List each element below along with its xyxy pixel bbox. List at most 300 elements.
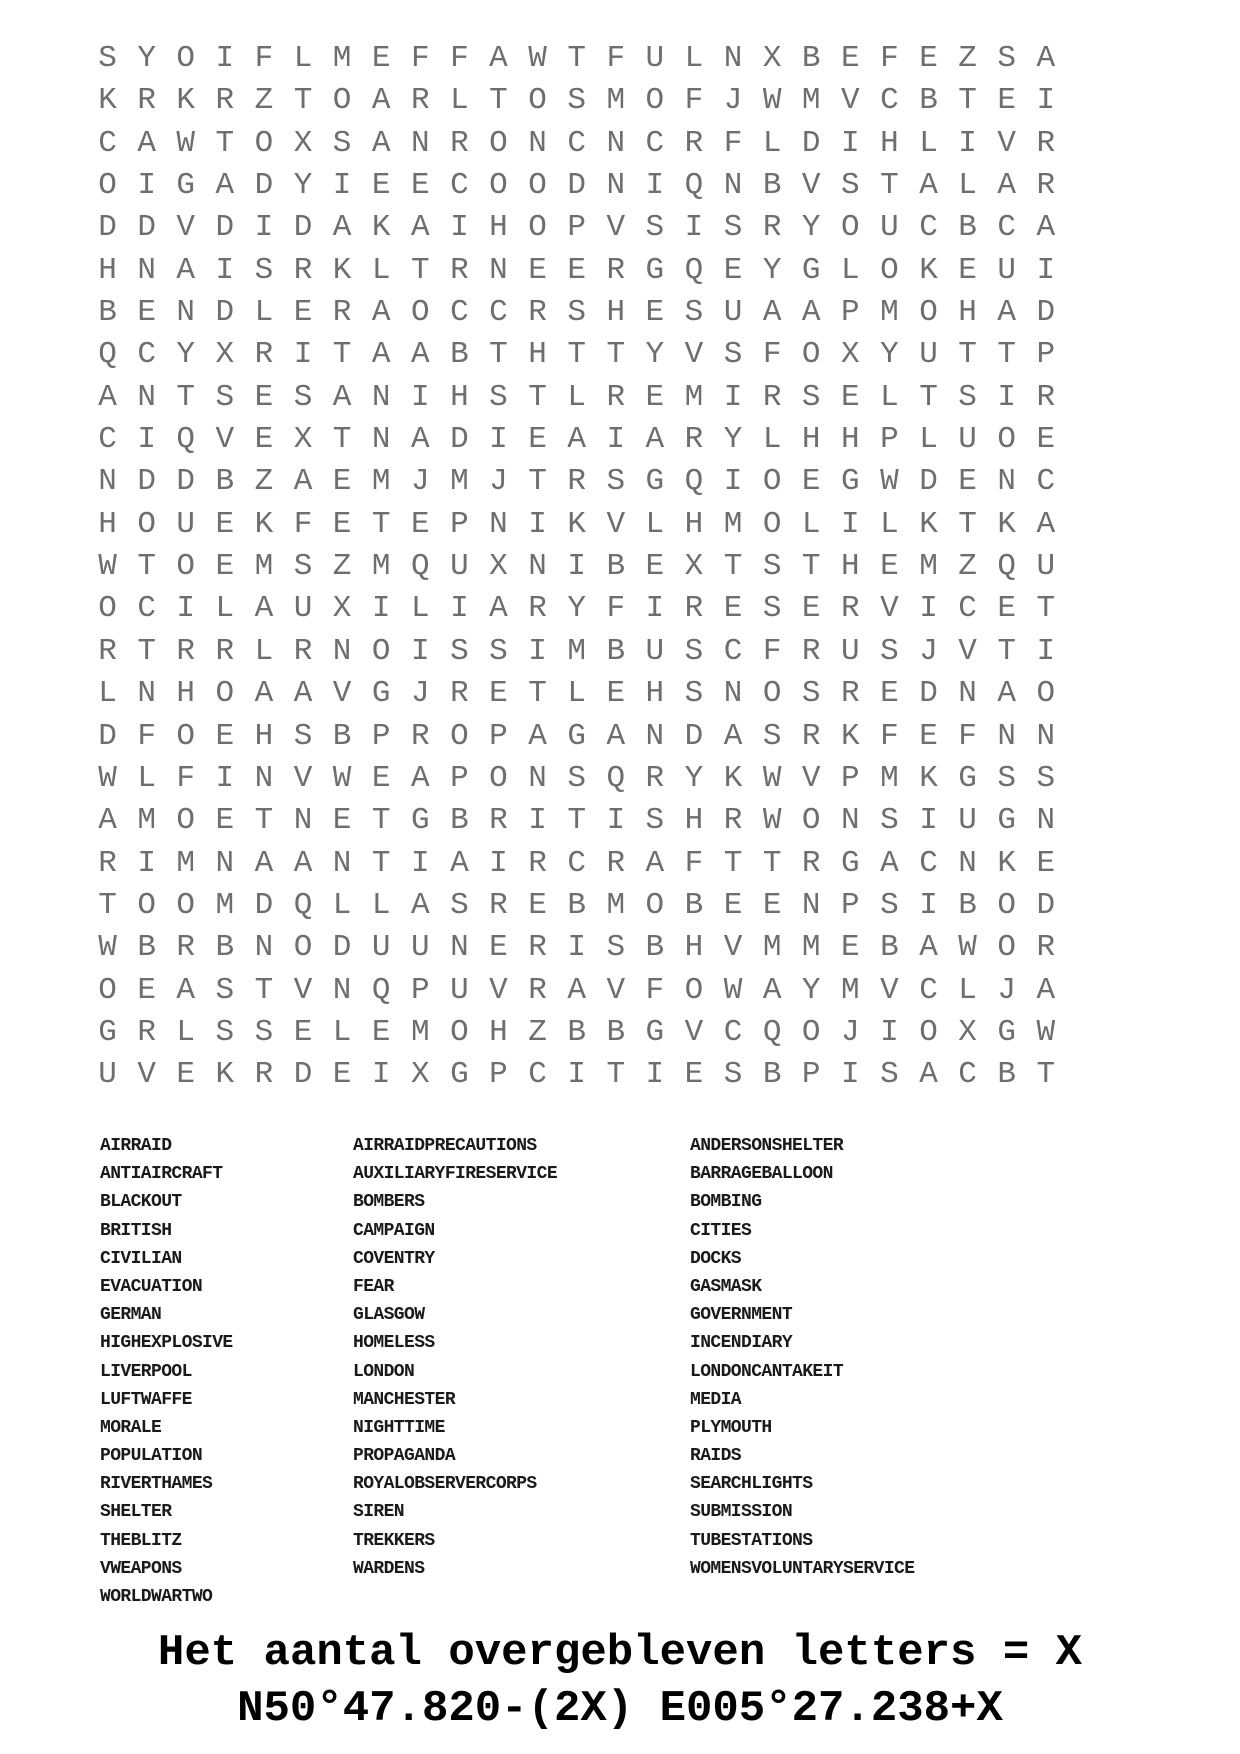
grid-letter: W (723, 972, 743, 1008)
grid-letter: L (215, 591, 235, 627)
grid-letter: H (176, 676, 196, 712)
grid-letter: O (997, 887, 1016, 923)
word-list-item: TREKKERS (353, 1530, 435, 1551)
grid-letter: D (176, 464, 196, 500)
grid-letter: O (645, 83, 665, 119)
grid-letter: L (254, 295, 274, 331)
grid-letter: D (254, 887, 274, 923)
grid-letter: Y (176, 337, 196, 373)
grid-letter: G (645, 464, 665, 500)
grid-letter: N (645, 718, 665, 754)
grid-letter: L (919, 125, 938, 161)
grid-letter: E (997, 591, 1016, 627)
grid-letter: T (410, 252, 430, 288)
grid-letter: V (841, 83, 860, 119)
grid-letter: L (293, 41, 313, 76)
grid-letter: G (801, 252, 821, 288)
grid-letter: E (958, 252, 977, 288)
word-list-item: AIRRAIDPRECAUTIONS (353, 1136, 537, 1156)
grid-letter: C (567, 845, 586, 881)
grid-letter: R (528, 972, 547, 1008)
grid-letter: Y (723, 422, 743, 458)
word-list-item: BARRAGEBALLOON (690, 1164, 833, 1185)
grid-letter: R (215, 83, 235, 119)
grid-letter: S (450, 633, 469, 669)
grid-letter: H (489, 210, 508, 246)
grid-letter: W (762, 803, 782, 839)
grid-letter: N (410, 125, 430, 161)
grid-letter: O (293, 930, 313, 966)
grid-letter: R (293, 252, 313, 288)
grid-letter: O (801, 803, 821, 839)
grid-letter: U (450, 549, 469, 585)
grid-letter: C (528, 1057, 547, 1093)
grid-letter: I (410, 379, 430, 415)
grid-letter: E (801, 464, 821, 500)
grid-letter: Q (293, 887, 313, 923)
grid-letter: N (1036, 718, 1056, 754)
word-list-item: VWEAPONS (100, 1558, 182, 1579)
grid-letter: C (137, 337, 156, 373)
grid-letter: N (137, 676, 156, 712)
grid-letter: S (880, 633, 899, 669)
grid-letter: S (567, 83, 586, 119)
grid-letter: F (606, 591, 626, 627)
grid-letter: O (410, 295, 430, 331)
grid-letter: S (293, 718, 313, 754)
grid-letter: A (723, 718, 743, 754)
grid-letter: Z (528, 1014, 547, 1050)
grid-letter: Q (684, 464, 704, 500)
grid-letter: U (880, 210, 899, 246)
grid-letter: E (371, 41, 391, 76)
grid-letter: F (293, 506, 313, 542)
grid-letter: R (606, 252, 626, 288)
grid-letter: O (762, 676, 782, 712)
word-list-item: WARDENS (353, 1558, 425, 1579)
grid-letter: A (528, 718, 547, 754)
grid-letter: L (137, 760, 156, 796)
grid-letter: V (958, 633, 977, 669)
grid-letter: T (371, 506, 391, 542)
grid-letter: T (176, 379, 196, 415)
grid-letter: S (293, 549, 313, 585)
grid-letter: O (332, 83, 352, 119)
grid-letter: S (215, 972, 235, 1008)
grid-letter: E (841, 41, 860, 76)
grid-letter: H (606, 295, 626, 331)
grid-letter: O (528, 210, 547, 246)
grid-letter: N (254, 760, 274, 796)
grid-letter: P (489, 1057, 508, 1093)
grid-letter: K (997, 506, 1016, 542)
grid-letter: S (723, 1057, 743, 1093)
grid-letter: B (997, 1057, 1016, 1093)
grid-letter: F (880, 718, 899, 754)
grid-letter: Q (684, 168, 704, 204)
grid-letter: K (919, 760, 938, 796)
grid-letter: C (1036, 464, 1056, 500)
grid-letter: D (684, 718, 704, 754)
grid-letter: B (450, 803, 469, 839)
grid-letter: P (410, 972, 430, 1008)
grid-letter: K (215, 1057, 235, 1093)
grid-letter: E (332, 506, 352, 542)
grid-letter: I (841, 125, 860, 161)
grid-letter: I (215, 760, 235, 796)
grid-letter: A (801, 295, 821, 331)
grid-letter: A (762, 295, 782, 331)
grid-letter: N (723, 676, 743, 712)
grid-letter: S (762, 591, 782, 627)
grid-letter: W (176, 125, 196, 161)
grid-letter: R (801, 845, 821, 881)
grid-letter: N (332, 972, 352, 1008)
grid-letter: Y (137, 41, 156, 76)
grid-letter: I (684, 210, 704, 246)
grid-letter: Y (880, 337, 899, 373)
word-list-item: LONDONCANTAKEIT (690, 1361, 844, 1382)
grid-letter: I (137, 168, 156, 204)
grid-letter: I (919, 887, 938, 923)
grid-letter: I (841, 506, 860, 542)
grid-letter: R (450, 252, 469, 288)
grid-letter: M (137, 803, 156, 839)
grid-letter: P (880, 422, 899, 458)
grid-letter: K (371, 210, 391, 246)
grid-letter: M (880, 760, 899, 796)
grid-letter: Q (762, 1014, 782, 1050)
grid-letter: Z (332, 549, 352, 585)
grid-letter: Y (801, 972, 821, 1008)
grid-letter: V (684, 337, 704, 373)
grid-letter: E (801, 591, 821, 627)
grid-letter: A (997, 168, 1016, 204)
grid-letter: M (684, 379, 704, 415)
grid-letter: B (606, 633, 626, 669)
grid-letter: L (98, 676, 117, 712)
grid-letter: B (606, 549, 626, 585)
grid-letter: S (254, 252, 274, 288)
grid-letter: G (958, 760, 977, 796)
grid-letter: E (371, 168, 391, 204)
grid-letter: M (762, 930, 782, 966)
word-list-item: SIREN (353, 1502, 405, 1523)
grid-letter: C (997, 210, 1016, 246)
grid-letter: L (450, 83, 469, 119)
word-list-item: INCENDIARY (690, 1333, 793, 1354)
grid-letter: U (645, 633, 665, 669)
grid-letter: V (293, 760, 313, 796)
grid-letter: O (98, 972, 117, 1008)
grid-letter: N (528, 549, 547, 585)
grid-letter: H (528, 337, 547, 373)
word-list-item: CITIES (690, 1220, 752, 1241)
grid-letter: V (880, 591, 899, 627)
grid-letter: C (450, 295, 469, 331)
grid-letter: R (841, 591, 860, 627)
grid-letter: H (958, 295, 977, 331)
grid-letter: D (98, 210, 117, 246)
grid-letter: O (762, 464, 782, 500)
grid-letter: J (723, 83, 743, 119)
grid-letter: D (137, 464, 156, 500)
grid-letter: D (567, 168, 586, 204)
grid-letter: T (528, 676, 547, 712)
grid-letter: B (645, 930, 665, 966)
grid-letter: I (450, 210, 469, 246)
grid-letter: P (371, 718, 391, 754)
grid-letter: N (723, 41, 743, 76)
grid-letter: E (841, 379, 860, 415)
grid-letter: S (645, 803, 665, 839)
grid-letter: C (958, 1057, 977, 1093)
grid-letter: R (645, 760, 665, 796)
grid-letter: V (176, 210, 196, 246)
grid-letter: F (684, 845, 704, 881)
grid-letter: L (371, 252, 391, 288)
grid-letter: L (254, 633, 274, 669)
grid-letter: A (293, 845, 313, 881)
word-list-item: RAIDS (690, 1446, 742, 1467)
grid-letter: E (919, 41, 938, 76)
grid-letter: A (137, 125, 156, 161)
grid-letter: N (997, 718, 1016, 754)
grid-letter: S (723, 337, 743, 373)
grid-letter: H (645, 676, 665, 712)
grid-letter: T (801, 549, 821, 585)
grid-letter: O (137, 887, 156, 923)
grid-letter: S (880, 803, 899, 839)
grid-letter: G (371, 676, 391, 712)
grid-letter: W (528, 41, 547, 76)
grid-letter: S (684, 676, 704, 712)
grid-letter: T (1036, 591, 1056, 627)
grid-letter: N (528, 125, 547, 161)
grid-letter: N (371, 422, 391, 458)
grid-letter: C (919, 972, 938, 1008)
grid-letter: D (801, 125, 821, 161)
grid-letter: N (489, 506, 508, 542)
grid-letter: H (489, 1014, 508, 1050)
grid-letter: D (919, 676, 938, 712)
grid-letter: E (137, 295, 156, 331)
grid-letter: R (801, 718, 821, 754)
grid-letter: F (137, 718, 156, 754)
grid-letter: H (841, 422, 860, 458)
word-list-item: ANDERSONSHELTER (690, 1136, 844, 1156)
grid-letter: H (880, 125, 899, 161)
grid-letter: J (841, 1014, 860, 1050)
grid-letter: R (332, 295, 352, 331)
grid-letter: W (880, 464, 899, 500)
word-list-item: NIGHTTIME (353, 1417, 445, 1438)
grid-letter: T (880, 168, 899, 204)
grid-letter: L (567, 676, 586, 712)
grid-letter: S (215, 1014, 235, 1050)
grid-letter: R (801, 633, 821, 669)
word-list-item: MORALE (100, 1417, 162, 1438)
grid-letter: H (801, 422, 821, 458)
grid-letter: W (958, 930, 977, 966)
word-list-item: FEAR (353, 1276, 394, 1297)
grid-letter: Y (567, 591, 586, 627)
grid-letter: R (606, 845, 626, 881)
grid-letter: N (997, 464, 1016, 500)
grid-letter: M (606, 83, 626, 119)
grid-letter: A (567, 972, 586, 1008)
word-list-item: BOMBING (690, 1192, 762, 1213)
grid-letter: E (215, 506, 235, 542)
grid-letter: T (137, 633, 156, 669)
grid-letter: A (410, 422, 430, 458)
grid-letter: K (176, 83, 196, 119)
grid-letter: T (997, 633, 1016, 669)
grid-letter: W (98, 930, 117, 966)
grid-letter: D (98, 718, 117, 754)
grid-letter: O (176, 718, 196, 754)
grid-letter: W (1036, 1014, 1056, 1050)
grid-letter: N (528, 760, 547, 796)
grid-letter: W (98, 549, 117, 585)
grid-letter: A (1036, 506, 1056, 542)
grid-letter: T (762, 845, 782, 881)
grid-letter: L (762, 422, 782, 458)
grid-letter: I (919, 591, 938, 627)
grid-letter: O (919, 295, 938, 331)
grid-letter: M (450, 464, 469, 500)
grid-letter: S (684, 295, 704, 331)
word-list-item: HIGHEXPLOSIVE (100, 1333, 233, 1354)
grid-letter: B (450, 337, 469, 373)
grid-letter: Y (762, 252, 782, 288)
grid-letter: S (997, 41, 1016, 76)
grid-letter: U (1036, 549, 1056, 585)
grid-letter: X (332, 591, 352, 627)
grid-letter: I (254, 210, 274, 246)
grid-letter: T (606, 1057, 626, 1093)
grid-letter: A (410, 337, 430, 373)
grid-letter: G (841, 845, 860, 881)
grid-letter: V (997, 125, 1016, 161)
grid-letter: E (528, 422, 547, 458)
grid-letter: T (997, 337, 1016, 373)
grid-letter: C (919, 845, 938, 881)
grid-letter: R (684, 591, 704, 627)
grid-letter: J (489, 464, 508, 500)
grid-letter: T (528, 379, 547, 415)
grid-letter: O (215, 676, 235, 712)
grid-letter: V (293, 972, 313, 1008)
grid-letter: I (723, 464, 743, 500)
grid-letter: N (371, 379, 391, 415)
grid-letter: S (450, 887, 469, 923)
grid-letter: R (684, 422, 704, 458)
grid-letter: B (567, 1014, 586, 1050)
grid-letter: S (723, 210, 743, 246)
grid-letter: N (293, 803, 313, 839)
grid-letter: W (762, 760, 782, 796)
grid-letter: A (176, 252, 196, 288)
grid-letter: Q (997, 549, 1016, 585)
grid-letter: F (176, 760, 196, 796)
grid-letter: I (919, 803, 938, 839)
grid-letter: U (958, 803, 977, 839)
grid-letter: P (1036, 337, 1056, 373)
grid-letter: I (215, 252, 235, 288)
grid-letter: N (606, 168, 626, 204)
grid-letter: A (410, 887, 430, 923)
grid-letter: E (371, 1014, 391, 1050)
grid-letter: E (645, 549, 665, 585)
grid-letter: U (371, 930, 391, 966)
grid-letter: R (606, 379, 626, 415)
grid-letter: H (684, 506, 704, 542)
grid-letter: M (801, 83, 821, 119)
grid-letter: I (645, 168, 665, 204)
grid-letter: E (215, 718, 235, 754)
grid-letter: G (841, 464, 860, 500)
grid-letter: M (410, 1014, 430, 1050)
grid-letter: S (215, 379, 235, 415)
grid-letter: V (489, 972, 508, 1008)
word-list-item: GERMAN (100, 1305, 162, 1326)
grid-letter: E (1036, 422, 1056, 458)
grid-letter: A (254, 676, 274, 712)
grid-letter: M (371, 464, 391, 500)
grid-letter: A (919, 168, 938, 204)
grid-letter: U (98, 1057, 117, 1093)
grid-letter: E (645, 379, 665, 415)
grid-letter: E (880, 676, 899, 712)
grid-letter: D (137, 210, 156, 246)
grid-letter: C (880, 83, 899, 119)
word-search-grid (88, 38, 1065, 1097)
grid-letter: W (762, 83, 782, 119)
grid-letter: O (684, 972, 704, 1008)
grid-letter: E (293, 295, 313, 331)
grid-letter: O (489, 125, 508, 161)
grid-letter: N (1036, 803, 1056, 839)
grid-letter: O (528, 168, 547, 204)
grid-letter: Q (606, 760, 626, 796)
grid-letter: A (332, 210, 352, 246)
grid-letter: S (98, 41, 117, 76)
grid-letter: Q (684, 252, 704, 288)
grid-letter: O (176, 887, 196, 923)
grid-letter: E (723, 887, 743, 923)
grid-letter: Z (958, 41, 977, 76)
grid-letter: O (98, 591, 117, 627)
grid-letter: C (450, 168, 469, 204)
grid-letter: E (215, 549, 235, 585)
grid-letter: I (410, 845, 430, 881)
grid-letter: C (919, 210, 938, 246)
grid-letter: K (919, 506, 938, 542)
word-list-item: ANTIAIRCRAFT (100, 1164, 223, 1185)
grid-letter: M (801, 930, 821, 966)
word-list-item: WOMENSVOLUNTARYSERVICE (690, 1558, 915, 1579)
grid-letter: R (450, 125, 469, 161)
grid-letter: X (684, 549, 704, 585)
grid-letter: H (684, 930, 704, 966)
grid-letter: E (684, 1057, 704, 1093)
grid-letter: B (137, 930, 156, 966)
grid-letter: A (606, 718, 626, 754)
grid-letter: R (762, 210, 782, 246)
grid-letter: I (528, 633, 547, 669)
grid-letter: R (98, 845, 117, 881)
